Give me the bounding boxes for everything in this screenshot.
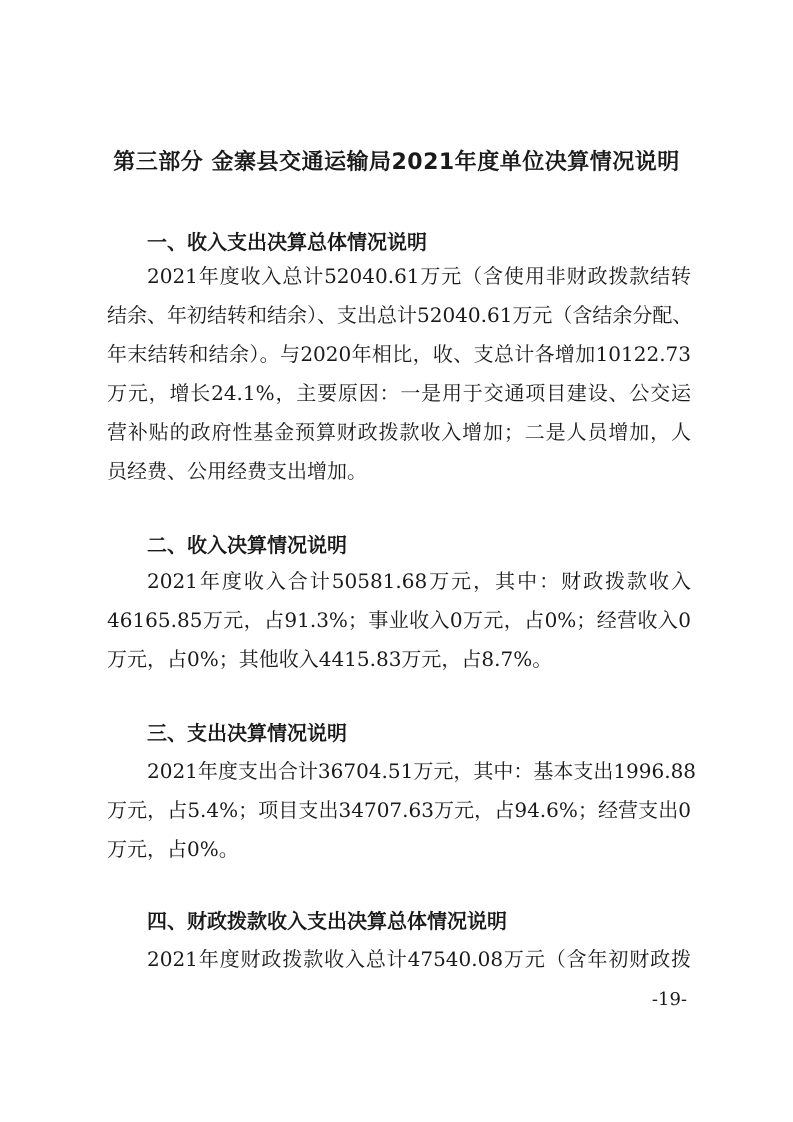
paragraph-line: 结余、年初结转和结余）、支出总计52040.61万元（含结余分配、 bbox=[107, 303, 693, 327]
paragraph-line: 2021年度财政拨款收入总计47540.08万元（含年初财政拨 bbox=[147, 947, 691, 971]
paragraph-line: 员经费、公用经费支出增加。 bbox=[107, 459, 367, 483]
section-paragraph-4 bbox=[107, 940, 691, 979]
paragraph-line: 万元，增长24.1%，主要原因：一是用于交通项目建设、公交运 bbox=[107, 381, 691, 405]
section-heading-2: 二、收入决算情况说明 bbox=[147, 533, 347, 557]
paragraph-line: 营补贴的政府性基金预算财政拨款收入增加；二是人员增加，人 bbox=[107, 420, 691, 444]
section-heading-1: 一、收入支出决算总体情况说明 bbox=[147, 230, 427, 254]
section-heading-4: 四、财政拨款收入支出决算总体情况说明 bbox=[147, 909, 507, 933]
paragraph-line: 46165.85万元，占91.3%；事业收入0万元，占0%；经营收入0 bbox=[107, 608, 691, 632]
section-heading-3: 三、支出决算情况说明 bbox=[147, 721, 347, 745]
paragraph-line: 2021年度收入总计52040.61万元（含使用非财政拨款结转 bbox=[147, 264, 691, 288]
paragraph-line: 年末结转和结余）。与2020年相比，收、支总计各增加10122.73 bbox=[107, 342, 691, 366]
paragraph-line: 2021年度支出合计36704.51万元，其中：基本支出1996.88 bbox=[147, 759, 697, 783]
document-title: 第三部分 金寨县交通运输局2021年度单位决算情况说明 bbox=[113, 150, 680, 175]
paragraph-line: 2021年度收入合计50581.68万元，其中：财政拨款收入 bbox=[147, 569, 691, 593]
paragraph-line: 万元，占5.4%；项目支出34707.63万元，占94.6%；经营支出0 bbox=[107, 798, 691, 822]
section-paragraph-2 bbox=[107, 562, 691, 679]
section-paragraph-3 bbox=[107, 752, 697, 869]
paragraph-line: 万元，占0%。 bbox=[107, 837, 239, 861]
paragraph-line: 万元，占0%；其他收入4415.83万元，占8.7%。 bbox=[107, 647, 553, 671]
page-number: -19- bbox=[651, 989, 687, 1010]
section-paragraph-1 bbox=[107, 257, 691, 491]
